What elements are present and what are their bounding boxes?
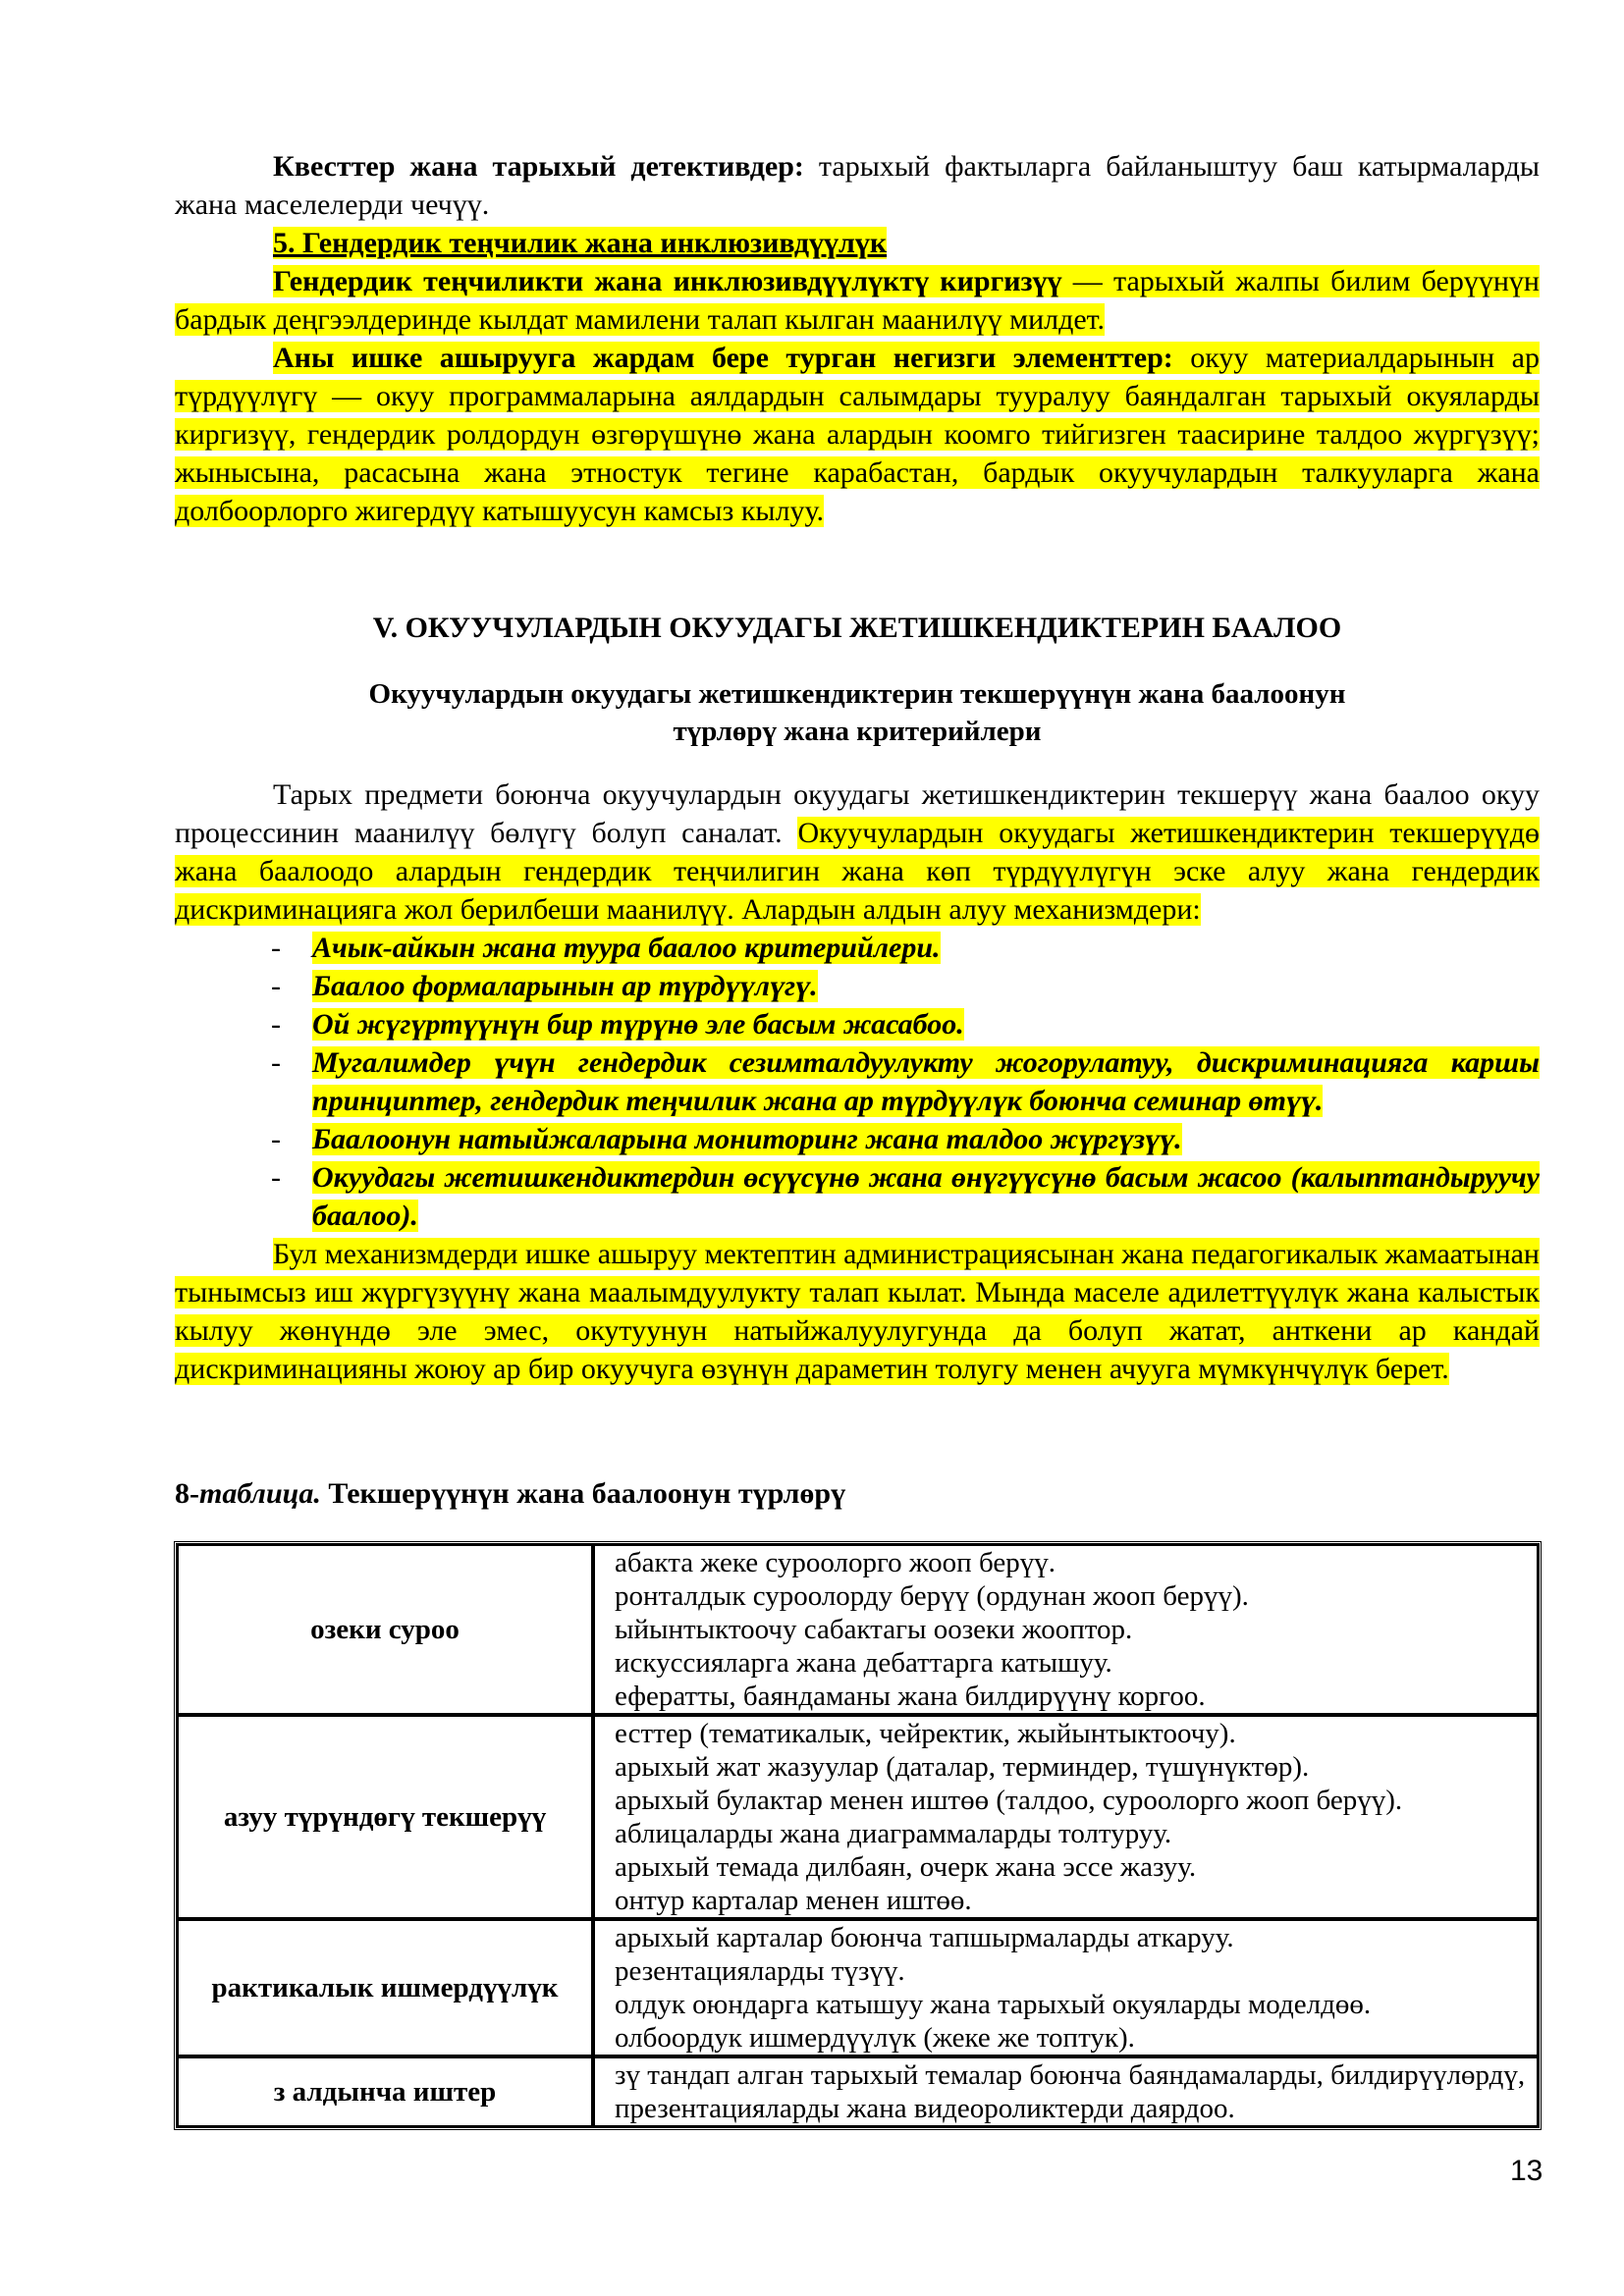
table-cell-items: абакта жеке суроолорго жооп берүү. ронталдык суроолорду берүү (ордунан жооп берүү). ыйынтыктоочу сабактагы оозеки жооптор. искуссияларга жана дебаттарга катышуу. ефератты, баяндаманы жана билдирүүнү коргоо. (593, 1544, 1539, 1715)
section-subtitle-line-1: Окуучулардын окуудагы жетишкендиктерин текшерүүнүн жана баалоонун (368, 678, 1346, 710)
table-caption-number: 8- (175, 1477, 199, 1510)
assessment-types-table (174, 1541, 1542, 2130)
list-item: - Баалоонун натыйжаларына мониторинг жана талдоо жүргүзүү. (271, 1123, 1182, 1155)
gender-p1-text: — тарыхый жалпы билим берүүнүн бардык деңгээлдеринде кылдат мамилени талап кылган маанилүү милдет. (175, 265, 1540, 336)
assessment-paragraph (175, 775, 1540, 929)
quest-text: тарыхый фактыларга байланыштуу баш катырмаларды жана маселелерди чечүү. (175, 150, 1540, 221)
table-row (177, 1544, 1539, 1715)
list-item: - Ачык-айкын жана туура баалоо критерийлери. (271, 932, 941, 964)
section-title: V. ОКУУЧУЛАРДЫН ОКУУДАГЫ ЖЕТИШКЕНДИКТЕРИН БААЛОО (372, 612, 1342, 644)
table-cell-items: есттер (тематикалык, чейректик, жыйынтыктоочу). арыхый жат жазуулар (даталар, терминдер, түшүнүктөр). арыхый булактар менен иштөө (талдоо, суроолорго жооп берүү). аблицаларды жана диаграммаларды толтуруу. арыхый темада дилбаян, очерк жана эссе жазуу. онтур карталар менен иштөө. (593, 1715, 1539, 1919)
page-body (175, 147, 1540, 530)
table-cell-kind: азуу түрүндөгү текшерүү (177, 1715, 593, 1919)
list-item: - Баалоо формаларынын ар түрдүүлүгү. (271, 970, 818, 1002)
table-cell-items: арыхый карталар боюнча тапшырмаларды аткаруу. резентацияларды түзүү. олдук оюндарга катышуу жана тарыхый окуяларды моделдөө. олбоордук ишмердүүлүк (жеке же топтук). (593, 1919, 1539, 2056)
quest-paragraph (175, 147, 1540, 224)
gender-paragraph-1 (175, 262, 1540, 339)
table-row (177, 1919, 1539, 2056)
gender-p2-text: окуу материалдарынын ар түрдүүлүгү — окуу программаларына аялдардын салымдары тууралуу баяндалган тарыхый окуяларды киргизүү, гендердик ролдордун өзгөрүшүнө жана алардын коомго тийгизген таасирине талдоо жүргүзүү; жынысына, расасына жана этностук тегине карабастан, бардык окуучулардын талкууларга жана долбоорлорго жигердүү катышуусун камсыз кылуу. (175, 342, 1540, 527)
gender-paragraph-2 (175, 339, 1540, 530)
table-caption (175, 1477, 845, 1511)
gender-p2-term: Аны ишке ашырууга жардам бере турган негизги элементтер: (273, 342, 1173, 374)
assessment-highlight-text: Окуучулардын окуудагы жетишкендиктерин текшерүүдө жана баалоодо алардын гендердик теңчилигин жана көп түрдүүлүгүн эске алуу жана гендердик дискриминацияга жол берилбеши маанилүү. Алардын алдын алуу механизмдери: (175, 817, 1540, 926)
section-body (175, 775, 1540, 1388)
table-cell-kind: рактикалык ишмердүүлүк (177, 1919, 593, 2056)
gender-heading-line (175, 224, 1540, 262)
list-item: - Мугалимдер үчүн гендердик сезимталдуулукту жогорулатуу, дискриминацияга каршы принциптер, гендердик теңчилик жана ар түрдүүлүк боюнча семинар өтүү. (271, 1046, 1540, 1117)
table-row (177, 2056, 1539, 2127)
mechanism-list (175, 929, 1540, 1235)
quest-term: Квесттер жана тарыхый детективдер: (273, 150, 804, 183)
table-cell-items: зү тандап алган тарыхый темалар боюнча баяндамаларды, билдирүүлөрдү, презентацияларды жана видеороликтерди даярдоо. (593, 2056, 1539, 2127)
gender-heading: 5. Гендердик теңчилик жана инклюзивдүүлүк (273, 227, 888, 259)
list-item: - Окуудагы жетишкендиктердин өсүүсүнө жана өнүгүүсүнө басым жасоо (калыптандыруучу баалоо). (271, 1161, 1540, 1232)
table-caption-title: Текшерүүнүн жана баалоонун түрлөрү (320, 1477, 846, 1510)
table-cell-kind: з алдынча иштер (177, 2056, 593, 2127)
section-subtitle-line-2: түрлөрү жана критерийлери (673, 716, 1042, 747)
table-caption-label: таблица. (199, 1477, 321, 1510)
table-cell-kind: озеки суроо (177, 1544, 593, 1715)
section-subtitle (175, 675, 1540, 750)
gender-p1-term: Гендердик теңчиликти жана инклюзивдүүлүктү киргизүү (273, 265, 1062, 297)
list-item: - Ой жүгүртүүнүн бир түрүнө эле басым жасабоо. (271, 1008, 964, 1041)
assessment-plain-text: Тарых предмети боюнча окуучулардын окуудагы жетишкендиктерин текшерүү жана баалоо окуу процессинин маанилүү бөлүгү болуп саналат. (175, 778, 1540, 849)
page-number: 13 (1510, 2155, 1543, 2187)
implementation-paragraph: Бул механизмдерди ишке ашыруу мектептин администрациясынан жана педагогикалык жамаатынан тынымсыз иш жүргүзүүнү жана маалымдуулукту талап кылат. Мында маселе адилеттүүлүк жана калыстык кылуу жөнүндө эле эмес, окутуунун натыйжалуулугунда да болуп жатат, анткени ар кандай дискриминацияны жоюу ар бир окуучуга өзүнүн дараметин толугу менен ачууга мүмкүнчүлүк берет. (175, 1238, 1540, 1385)
table-row (177, 1715, 1539, 1919)
